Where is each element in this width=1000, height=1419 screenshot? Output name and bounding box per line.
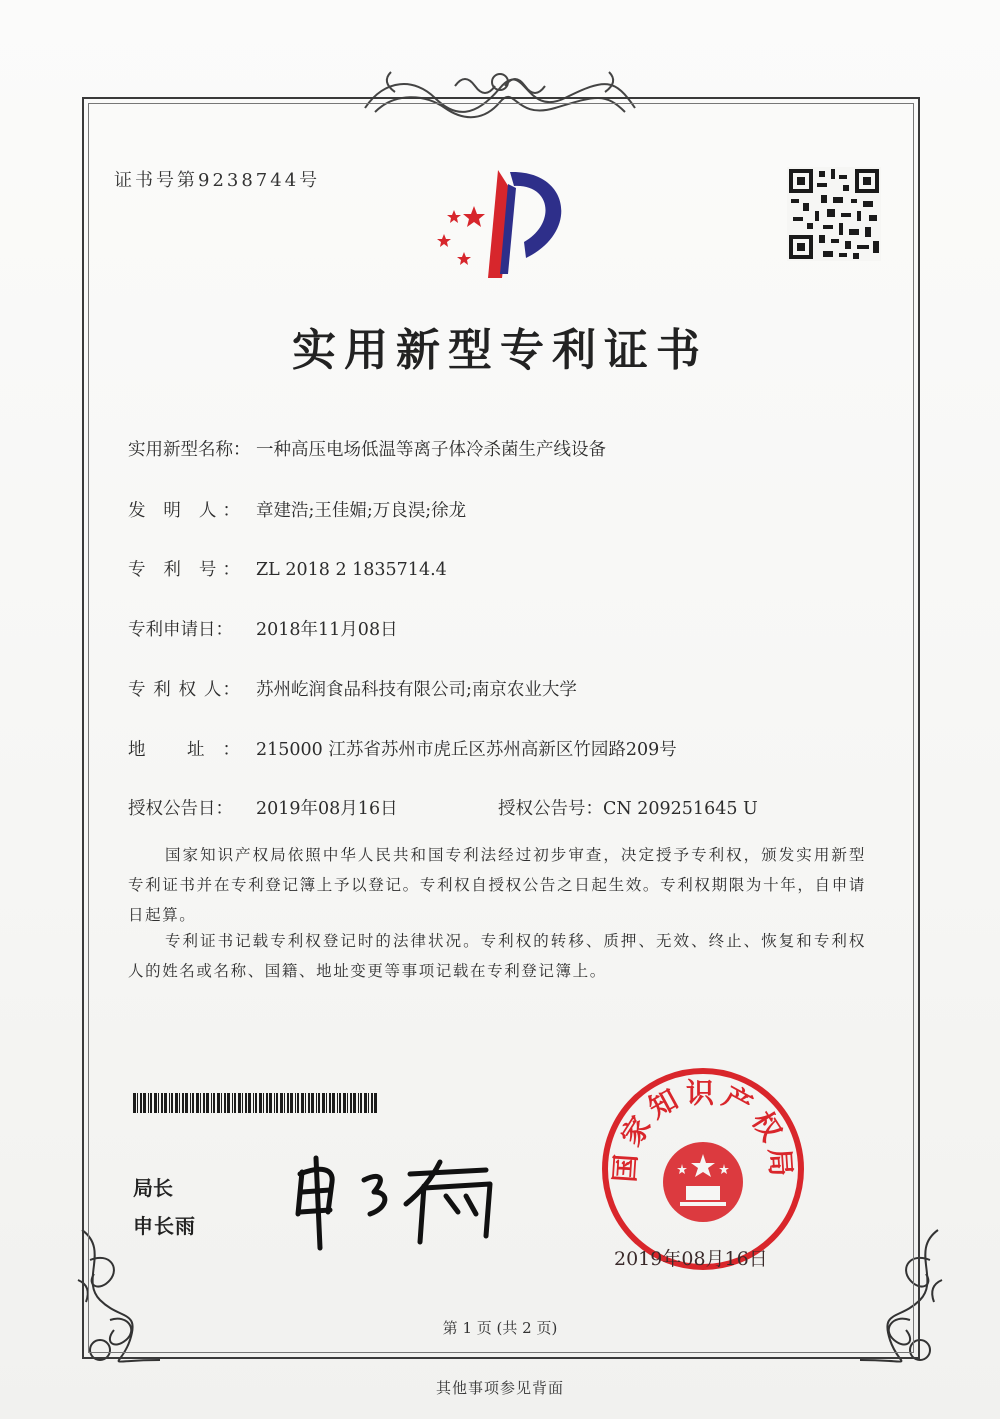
patent-number-label: 专 利 号： [128,560,240,580]
filing-date-value: 2018年11月08日 [256,620,398,640]
seal-date: 2019年08月16日 [614,1248,768,1270]
filing-date-label: 专利申请日： [128,620,233,640]
qr-code [787,167,881,261]
publication-number-row [498,795,758,820]
page-indicator: 第 1 页 (共 2 页) [442,1319,558,1337]
address-label: 地 址： [128,740,240,760]
filing-date-row [128,616,398,641]
address-value: 215000 江苏省苏州市虎丘区苏州高新区竹园路209号 [256,740,677,760]
utility-model-name-row [128,436,606,461]
certificate-number: 证书号第9238744号 [114,170,321,191]
director-name: 申长雨 [133,1214,196,1238]
patentee-value: 苏州屹润食品科技有限公司;南京农业大学 [256,680,577,700]
seal-text: 国家知识产权局 [608,1076,798,1184]
certificate-statement-paragraph-2: 专利证书记载专利权登记时的法律状况。专利权的转移、质押、无效、终止、恢复和专利权人的姓名或名称、国籍、地址变更等事项记载在专利登记簿上。 [128,932,866,980]
patent-office-logo [430,162,580,282]
inventors-label: 发 明 人： [128,501,240,521]
inventors-row [128,497,466,522]
patent-number-row [128,556,447,581]
official-seal [598,1064,808,1274]
certificate-statement-paragraph-1: 国家知识产权局依照中华人民共和国专利法经过初步审查，决定授予专利权，颁发实用新型专利证书并在专利登记簿上予以登记。专利权自授权公告之日起生效。专利权期限为十年，自申请日起算。 [128,846,866,924]
patent-number-value: ZL 2018 2 1835714.4 [256,560,447,580]
grant-date-row [128,795,398,820]
director-title: 局长 [133,1176,173,1200]
grant-date-label: 授权公告日： [128,799,233,819]
inventors-value: 章建浩;王佳媚;万良淏;徐龙 [256,501,467,521]
utility-model-name-value: 一种高压电场低温等离子体冷杀菌生产线设备 [256,440,606,460]
patentee-row [128,676,577,701]
barcode [133,1093,381,1113]
patentee-label: 专 利 权 人： [128,680,240,700]
publication-number-label: 授权公告号： [498,799,603,819]
grant-date-value: 2019年08月16日 [256,799,398,819]
address-row [128,736,677,761]
director-signature [290,1152,510,1252]
footer-note: 其他事项参见背面 [435,1379,564,1397]
publication-number-value: CN 209251645 U [603,799,758,819]
certificate-title: 实用新型专利证书 [292,325,708,376]
utility-model-name-label: 实用新型名称： [128,440,251,460]
